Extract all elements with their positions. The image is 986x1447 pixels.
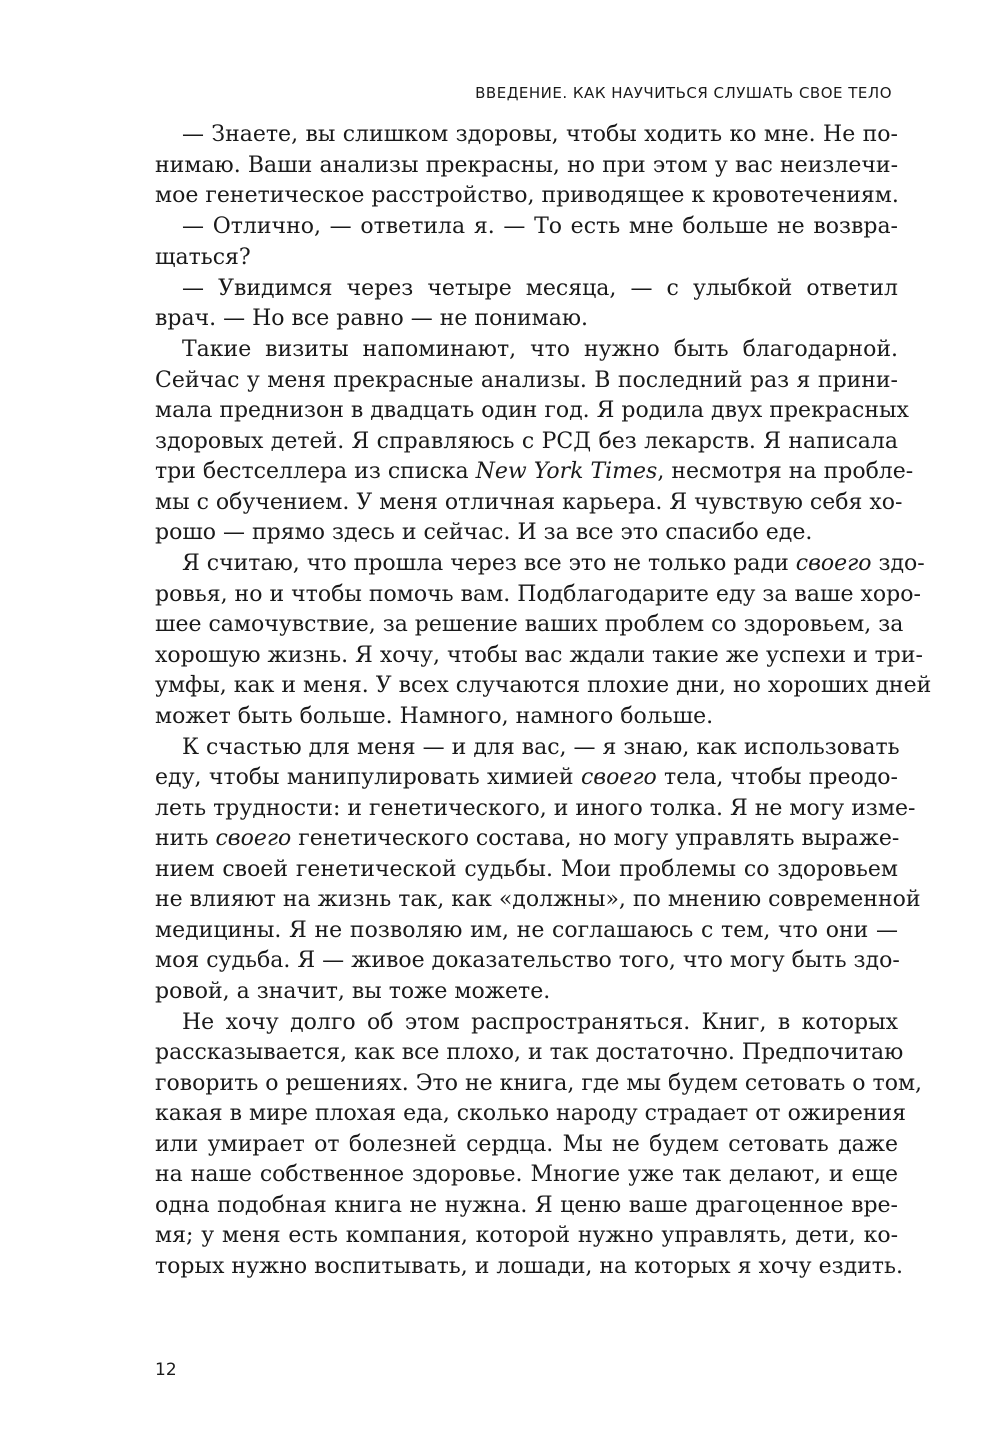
text-line: умфы, как и меня. У всех случаются плохие дни, но хороших дней [155, 673, 932, 698]
text-line: моя судьба. Я — живое доказательство того, что могу быть здо- [155, 948, 900, 973]
text-line: — Знаете, вы слишком здоровы, чтобы ходить ко мне. Не по- [182, 122, 898, 147]
text-line: говорить о решениях. Это не книга, где мы будем сетовать о том, [155, 1070, 923, 1096]
text-line: — Увидимся через четыре месяца, — с улыбкой ответил [182, 275, 898, 301]
text-line: торых нужно воспитывать, и лошади, на которых я хочу ездить. [155, 1253, 903, 1279]
text-line: рошо — прямо здесь и сейчас. И за все это спасибо еде. [155, 520, 813, 545]
text-line: медицины. Я не позволяю им, не соглашаюсь с тем, что они — [155, 917, 898, 943]
text-line: хорошую жизнь. Я хочу, чтобы вас ждали такие же успехи и три- [155, 642, 923, 668]
text-line: здоровых детей. Я справляюсь с РСД без лекарств. Я написала [155, 428, 898, 454]
text-line: Сейчас у меня прекрасные анализы. В последний раз я прини- [155, 367, 898, 393]
text-line: — Отлично, — ответила я. — То есть мне больше не возвра- [182, 214, 898, 239]
body-text [155, 120, 932, 1282]
text-line: одна подобная книга не нужна. Я ценю ваше драгоценное вре- [155, 1192, 898, 1218]
text-line: не влияют на жизнь так, как «должны», по мнению современной [155, 887, 921, 912]
text-line: ровой, а значит, вы тоже можете. [155, 978, 551, 1004]
text-line: врач. — Но все равно — не понимаю. [155, 306, 589, 331]
text-line: мое генетическое расстройство, приводящее к кровотечениям. [155, 183, 899, 208]
text-line: на наше собственное здоровье. Многие уже так делают, и еще [155, 1162, 898, 1187]
text-line: или умирает от болезней сердца. Мы не будем сетовать даже [155, 1131, 898, 1157]
text-line: какая в мире плохая еда, сколько народу страдает от ожирения [155, 1101, 907, 1126]
text-line: нием своей генетической судьбы. Мои проблемы со здоровьем [155, 856, 898, 882]
text-line: Не хочу долго об этом распространяться. Книг, в которых [182, 1009, 898, 1035]
text-line: нимаю. Ваши анализы прекрасны, но при этом у вас неизлечи- [155, 152, 898, 178]
text-line: мала преднизон в двадцать один год. Я родила двух прекрасных [155, 398, 909, 423]
text-line: Я считаю, что прошла через все это не только ради своего здо- [182, 551, 925, 576]
page-number: 12 [155, 1360, 177, 1380]
text-line: шее самочувствие, за решение ваших проблем со здоровьем, за [155, 612, 904, 637]
emphasis: своего [215, 826, 292, 851]
text-line: три бестселлера из списка New York Times, несмотря на пробле- [155, 459, 914, 484]
text-line: леть трудности: и генетического, и иного толка. Я не могу изме- [155, 795, 916, 821]
text-line: может быть больше. Намного, намного больше. [155, 703, 714, 729]
text-line: рассказывается, как все плохо, и так достаточно. Предпочитаю [155, 1040, 904, 1065]
running-head: ВВЕДЕНИЕ. КАК НАУЧИТЬСЯ СЛУШАТЬ СВОЕ ТЕЛО [475, 84, 892, 102]
emphasis: своего [580, 765, 657, 790]
text-line: Такие визиты напоминают, что нужно быть благодарной. [182, 337, 898, 362]
text-line: ровья, но и чтобы помочь вам. Подблагодарите еду за ваше хоро- [155, 581, 921, 607]
text-line: мы с обучением. У меня отличная карьера. Я чувствую себя хо- [155, 489, 903, 515]
text-line: еду, чтобы манипулировать химией своего тела, чтобы преодо- [155, 765, 898, 790]
text-line: мя; у меня есть компания, которой нужно управлять, дети, ко- [155, 1223, 898, 1248]
text-line: нить своего генетического состава, но могу управлять выраже- [155, 826, 900, 851]
emphasis: своего [795, 551, 872, 576]
emphasis: New York Times [475, 459, 658, 484]
text-line: щаться? [155, 244, 251, 270]
text-line: К счастью для меня — и для вас, — я знаю, как использовать [182, 734, 900, 760]
